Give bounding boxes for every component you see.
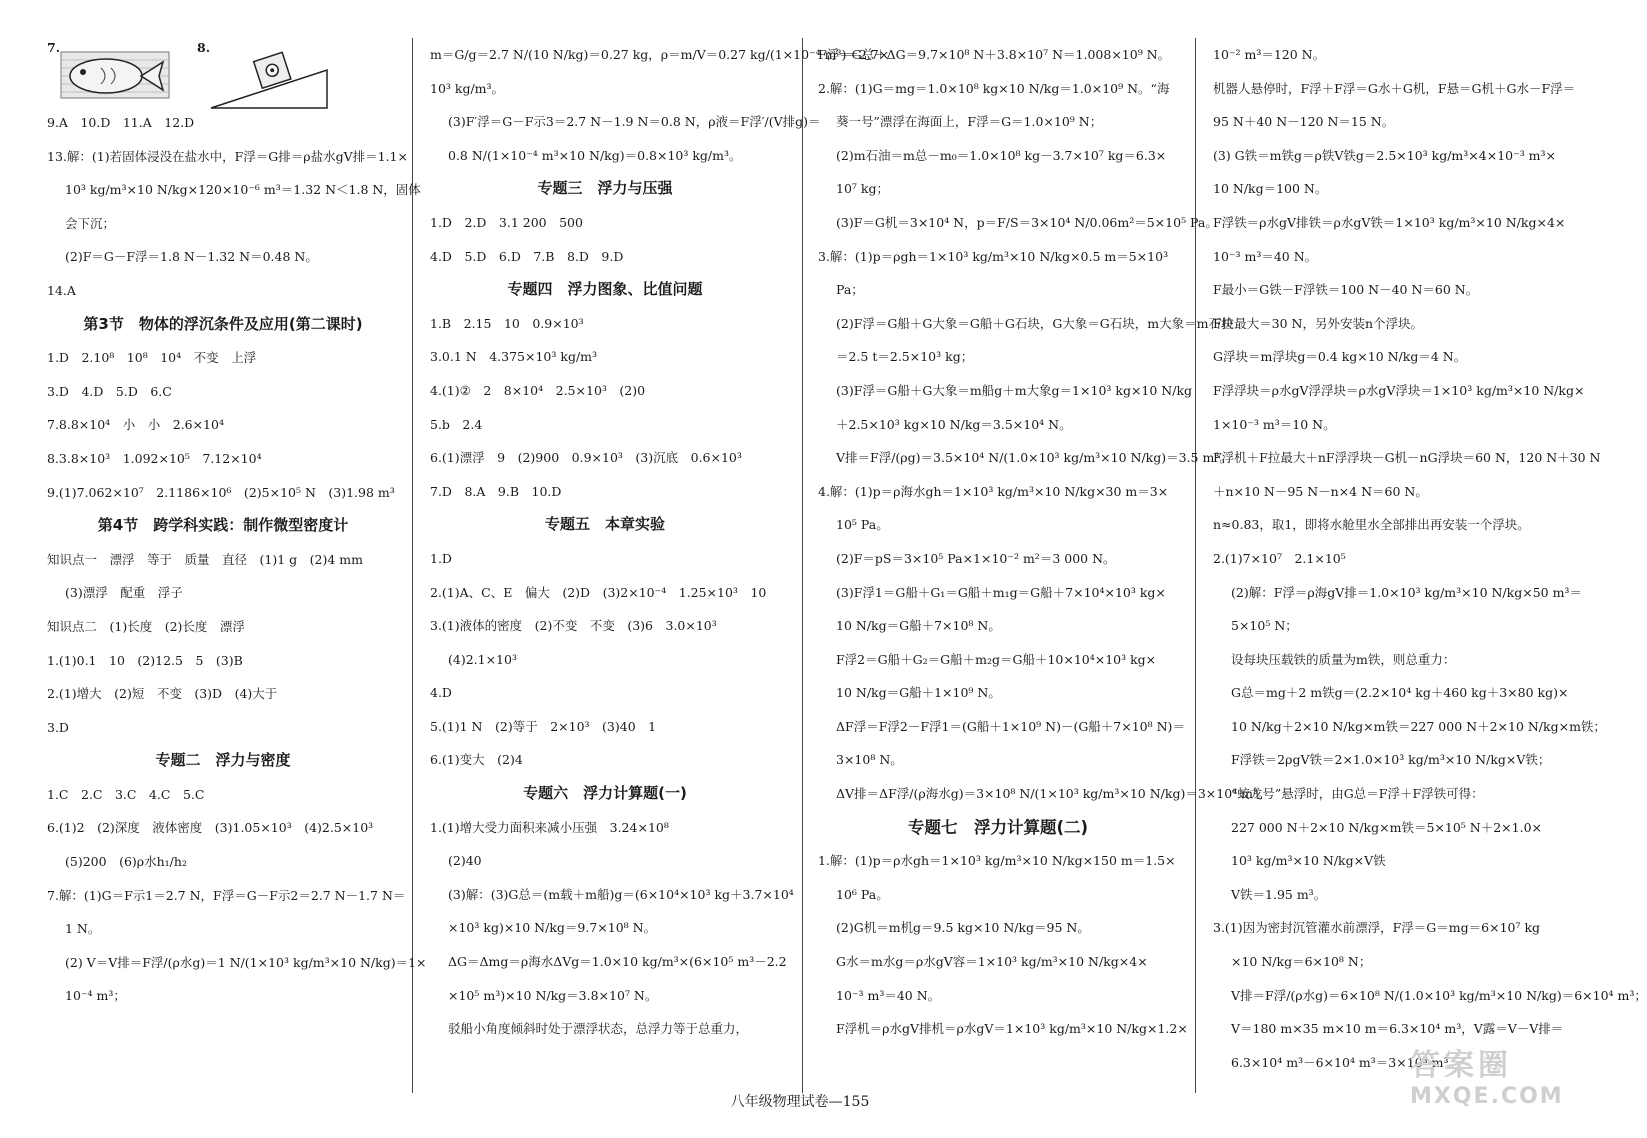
answer-line: 227 000 N＋2×10 N/kg×m铁＝5×10⁵ N＋2×1.0×: [1231, 819, 1542, 835]
incline-figure: [209, 48, 329, 112]
answer-line: 6.(1)变大 (2)4: [430, 752, 523, 768]
answer-line: (3) G铁＝m铁g＝ρ铁V铁g＝2.5×10³ kg/m³×4×10⁻³ m³×: [1213, 147, 1557, 163]
answer-line: 10⁷ kg；: [836, 181, 889, 197]
answer-line: 10³ kg/m³×10 N/kg×120×10⁻⁶ m³＝1.32 N＜1.8 N，固体: [65, 182, 421, 198]
answer-line: m＝G/g＝2.7 N/(10 N/kg)＝0.27 kg，ρ＝m/V＝0.27 kg/(1×10⁻⁴ m³)＝2.7×: [430, 47, 890, 62]
answer-line: (4)2.1×10³: [448, 651, 517, 667]
answer-line: ＋2.5×10³ kg×10 N/kg＝3.5×10⁴ N。: [836, 416, 1072, 432]
answer-line: 葵一号”漂浮在海面上，F浮＝G＝1.0×10⁹ N；: [836, 114, 1103, 130]
answer-line: 10⁻² m³＝120 N。: [1213, 47, 1326, 62]
answer-line: (2)F浮＝G船＋G大象＝G船＋G石块，G大象＝G石块，m大象＝m石块: [836, 315, 1234, 331]
answer-line: 设每块压载铁的质量为m铁，则总重力：: [1231, 651, 1456, 667]
answer-line: 知识点一 漂浮 等于 质量 直径 (1)1 g (2)4 mm: [47, 551, 363, 567]
answer-line: (3)漂浮 配重 浮子: [65, 585, 183, 601]
answer-line: 95 N＋40 N－120 N＝15 N。: [1213, 114, 1395, 130]
answer-line: G浮块＝m浮块g＝0.4 kg×10 N/kg＝4 N。: [1213, 349, 1467, 365]
section-heading: 专题六 浮力计算题(一): [523, 784, 687, 803]
answer-line: ΔV排＝ΔF浮/(ρ海水g)＝3×10⁸ N/(1×10³ kg/m³×10 N/kg)＝3×10⁴ m³。: [836, 786, 1271, 802]
answer-line: ＋n×10 N－95 N－n×4 N＝60 N。: [1213, 483, 1428, 499]
answer-line: 10³ kg/m³。: [430, 80, 505, 96]
answer-line: 2.(1)增大 (2)短 不变 (3)D (4)大于: [47, 686, 278, 702]
answer-line: G水＝m水g＝ρ水gV容＝1×10³ kg/m³×10 N/kg×4×: [836, 954, 1148, 970]
answer-line: (3)F＝G机＝3×10⁴ N，p＝F/S＝3×10⁴ N/0.06m²＝5×10⁵ Pa。: [836, 214, 1218, 230]
answer-line: F浮铁＝ρ水gV排铁＝ρ水gV铁＝1×10³ kg/m³×10 N/kg×4×: [1213, 214, 1566, 230]
answer-line: n≈0.83，取1，即将水舱里水全部排出再安装一个浮块。: [1213, 517, 1530, 533]
answer-line: ×10⁵ m³)×10 N/kg＝3.8×10⁷ N。: [448, 987, 658, 1003]
answer-line: 10⁵ Pa。: [836, 517, 889, 533]
answer-line: (5)200 (6)ρ水h₁/h₂: [65, 854, 187, 870]
answer-line: 机器人悬停时，F浮＋F浮＝G水＋G机，F悬＝G机＋G水－F浮＝: [1213, 80, 1576, 96]
answer-line: 1×10⁻³ m³＝10 N。: [1213, 416, 1336, 432]
answer-line: 10 N/kg＝G船＋1×10⁹ N。: [836, 685, 1001, 701]
section-heading: 专题四 浮力图象、比值问题: [507, 280, 703, 299]
answer-line: (2)F＝G－F浮＝1.8 N－1.32 N＝0.48 N。: [65, 249, 318, 265]
figure-label-7: 7.: [47, 40, 61, 55]
answer-line: (2)40: [448, 853, 482, 869]
answer-line: ×10³ kg)×10 N/kg＝9.7×10⁸ N。: [448, 920, 657, 936]
answer-line: 3.D: [47, 719, 69, 735]
answer-line: 7.8.8×10⁴ 小 小 2.6×10⁴: [47, 417, 224, 433]
answer-line: F拉最大＝30 N，另外安装n个浮块。: [1213, 315, 1424, 331]
answer-line: 6.3×10⁴ m³－6×10⁴ m³＝3×10³ m³。: [1231, 1054, 1461, 1070]
answer-line: (2)解：F浮＝ρ海gV排＝1.0×10³ kg/m³×10 N/kg×50 m³＝: [1231, 584, 1582, 600]
answer-line: (3)F浮1＝G船＋G₁＝G船＋m₁g＝G船＋7×10⁴×10³ kg×: [836, 584, 1166, 600]
answer-line: 3.0.1 N 4.375×10³ kg/m³: [430, 349, 598, 365]
answer-line: ΔF浮＝F浮2－F浮1＝(G船＋1×10⁹ N)－(G船＋7×10⁸ N)＝: [836, 718, 1185, 734]
answer-line: 5.(1)1 N (2)等于 2×10³ (3)40 1: [430, 718, 657, 734]
answer-line: 1 N。: [65, 921, 101, 937]
answer-line: (3)解：(3)G总＝(m载＋m船)g＝(6×10⁴×10³ kg＋3.7×10⁴: [448, 886, 794, 902]
answer-line: Pa；: [836, 282, 864, 298]
answer-line: 1.C 2.C 3.C 4.C 5.C: [47, 786, 205, 802]
page-footer: 八年级物理试卷—155: [730, 1094, 870, 1110]
answer-line: 1.解：(1)p＝ρ水gh＝1×10³ kg/m³×10 N/kg×150 m＝1.5×: [818, 853, 1176, 869]
answer-line: 7.解：(1)G＝F示1＝2.7 N，F浮＝G－F示2＝2.7 N－1.7 N＝: [47, 887, 406, 903]
column-divider: [1195, 38, 1196, 1093]
answer-line: V＝180 m×35 m×10 m＝6.3×10⁴ m³，V露＝V－V排＝: [1231, 1021, 1564, 1037]
section-heading: 第3节 物体的浮沉条件及应用(第二课时): [83, 314, 363, 333]
answer-line: 4.D: [430, 685, 452, 701]
answer-line: 7.D 8.A 9.B 10.D: [430, 483, 562, 499]
answer-line: 10⁻³ m³＝40 N。: [1213, 248, 1318, 264]
answer-line: (2)F＝pS＝3×10⁵ Pa×1×10⁻² m²＝3 000 N。: [836, 550, 1116, 566]
answer-line: 会下沉；: [65, 215, 116, 231]
answer-line: 2.(1)A、C、E 偏大 (2)D (3)2×10⁻⁴ 1.25×10³ 10: [430, 584, 767, 600]
section-heading: 专题二 浮力与密度: [155, 751, 291, 770]
answer-line: 8.3.8×10³ 1.092×10⁵ 7.12×10⁴: [47, 450, 262, 466]
answer-line: 10 N/kg＝100 N。: [1213, 181, 1328, 197]
answer-line: F最小＝G铁－F浮铁＝100 N－40 N＝60 N。: [1213, 282, 1479, 298]
watermark-logo-text: 答案圈: [1410, 1048, 1512, 1083]
answer-line: (3)F′浮＝G－F示3＝2.7 N－1.9 N＝0.8 N，ρ液＝F浮′/(V排g)＝: [448, 114, 821, 130]
answer-line: 4.解：(1)p＝ρ海水gh＝1×10³ kg/m³×10 N/kg×30 m＝3×: [818, 483, 1169, 499]
answer-line: 3.解：(1)p＝ρgh＝1×10³ kg/m³×10 N/kg×0.5 m＝5×10³: [818, 248, 1169, 264]
site-watermark: [1410, 1040, 1590, 1130]
watermark-url: MXQE.COM: [1410, 1084, 1564, 1109]
answer-line: 4.D 5.D 6.D 7.B 8.D 9.D: [430, 248, 624, 264]
answer-line: F浮机＝ρ水gV排机＝ρ水gV＝1×10³ kg/m³×10 N/kg×1.2×: [836, 1021, 1188, 1037]
answer-line: F浮浮块＝ρ水gV浮浮块＝ρ水gV浮块＝1×10³ kg/m³×10 N/kg×: [1213, 382, 1585, 398]
answer-line: V铁＝1.95 m³。: [1231, 886, 1327, 902]
answer-line: 1.D 2.10⁸ 10⁸ 10⁴ 不变 上浮: [47, 350, 257, 366]
answer-line: 14.A: [47, 282, 76, 298]
answer-line: ＝2.5 t＝2.5×10³ kg；: [836, 349, 974, 365]
fish-figure: [61, 48, 169, 100]
answer-line: F浮＝G总＋ΔG＝9.7×10⁸ N＋3.8×10⁷ N＝1.008×10⁹ N。: [818, 47, 1171, 62]
answer-column-4: [1213, 38, 1647, 1083]
answer-line: (2) V＝V排＝F浮/(ρ水g)＝1 N/(1×10³ kg/m³×10 N/kg)＝1×: [65, 954, 427, 970]
figure-label-8: 8.: [197, 40, 211, 55]
answer-line: 3.(1)因为密封沉管灌水前漂浮，F浮＝G＝mg＝6×10⁷ kg: [1213, 920, 1541, 936]
section-heading: 专题五 本章实验: [544, 515, 665, 534]
answer-line: “蛟龙号”悬浮时，由G总＝F浮＋F浮铁可得：: [1231, 786, 1484, 802]
answer-line: 1.(1)增大受力面积来减小压强 3.24×10⁸: [430, 819, 669, 835]
answer-line: 0.8 N/(1×10⁻⁴ m³×10 N/kg)＝0.8×10³ kg/m³。: [448, 147, 742, 163]
answer-line: 6.(1)2 (2)深度 液体密度 (3)1.05×10³ (4)2.5×10³: [47, 820, 374, 836]
answer-line: 2.解：(1)G＝mg＝1.0×10⁸ kg×10 N/kg＝1.0×10⁹ N。“海: [818, 80, 1170, 96]
figure-row: [47, 38, 399, 106]
answer-line: 10 N/kg＋2×10 N/kg×m铁＝227 000 N＋2×10 N/kg×m铁；: [1231, 718, 1606, 734]
answer-line: 1.D 2.D 3.1 200 500: [430, 214, 583, 230]
answer-line: 10⁶ Pa。: [836, 886, 889, 902]
answer-line: 知识点二 (1)长度 (2)长度 漂浮: [47, 618, 245, 634]
column-divider: [802, 38, 803, 1093]
answer-line: 2.(1)7×10⁷ 2.1×10⁵: [1213, 550, 1346, 566]
answer-line: 3×10⁸ N。: [836, 752, 903, 768]
answer-line: 13.解：(1)若固体浸没在盐水中，F浮＝G排＝ρ盐水gV排＝1.1×: [47, 148, 408, 164]
answer-line: V排＝F浮/(ρg)＝3.5×10⁴ N/(1.0×10³ kg/m³×10 N/kg)＝3.5 m³。: [836, 450, 1232, 466]
answer-line: 10⁻⁴ m³；: [65, 988, 126, 1004]
answer-line: 1.B 2.15 10 0.9×10³: [430, 315, 584, 331]
answer-line: 驳船小角度倾斜时处于漂浮状态，总浮力等于总重力，: [448, 1021, 749, 1037]
answer-line: 10⁻³ m³＝40 N。: [836, 987, 941, 1003]
answer-line: V排＝F浮/(ρ水g)＝6×10⁸ N/(1.0×10³ kg/m³×10 N/kg)＝6×10⁴ m³；: [1231, 987, 1647, 1003]
answer-line: F浮2＝G船＋G₂＝G船＋m₂g＝G船＋10×10⁴×10³ kg×: [836, 651, 1157, 667]
answer-line: (2)G机＝m机g＝9.5 kg×10 N/kg＝95 N。: [836, 920, 1090, 936]
answer-line: 3.D 4.D 5.D 6.C: [47, 383, 172, 399]
answer-line: 9.(1)7.062×10⁷ 2.1186×10⁶ (2)5×10⁵ N (3)1.98 m³: [47, 484, 395, 500]
answer-line: 1.D: [430, 550, 452, 566]
answer-line: 10³ kg/m³×10 N/kg×V铁: [1231, 853, 1386, 869]
answer-line: G总＝mg＋2 m铁g＝(2.2×10⁴ kg＋460 kg＋3×80 kg)×: [1231, 685, 1569, 701]
answer-line: F浮机＋F拉最大＋nF浮浮块－G机－nG浮块＝60 N，120 N＋30 N: [1213, 450, 1601, 466]
answer-line: 4.(1)② 2 8×10⁴ 2.5×10³ (2)0: [430, 382, 646, 398]
section-heading: 专题七 浮力计算题(二): [907, 817, 1089, 837]
answer-line: ×10 N/kg＝6×10⁸ N；: [1231, 954, 1372, 970]
answer-line: 3.(1)液体的密度 (2)不变 不变 (3)6 3.0×10³: [430, 618, 717, 634]
answer-line: F浮铁＝2ρgV铁＝2×1.0×10³ kg/m³×10 N/kg×V铁；: [1231, 752, 1551, 768]
answer-column-1: [47, 38, 427, 1083]
answer-line: 1.(1)0.1 10 (2)12.5 5 (3)B: [47, 652, 243, 668]
answer-line: (3)F浮＝G船＋G大象＝m船g＋m大象g＝1×10³ kg×10 N/kg: [836, 382, 1193, 398]
answer-line: 5×10⁵ N；: [1231, 618, 1298, 634]
answer-line: 6.(1)漂浮 9 (2)900 0.9×10³ (3)沉底 0.6×10³: [430, 450, 742, 466]
section-heading: 专题三 浮力与压强: [537, 179, 673, 198]
section-heading: 第4节 跨学科实践：制作微型密度计: [97, 516, 349, 535]
answer-line: 9.A 10.D 11.A 12.D: [47, 115, 195, 130]
answer-line: 5.b 2.4: [430, 416, 483, 432]
answer-line: ΔG＝Δmg＝ρ海水ΔVg＝1.0×10 kg/m³×(6×10⁵ m³－2.2: [448, 954, 787, 970]
answer-line: (2)m石油＝m总－m₀＝1.0×10⁸ kg－3.7×10⁷ kg＝6.3×: [836, 147, 1167, 163]
answer-line: 10 N/kg＝G船＋7×10⁸ N。: [836, 618, 1001, 634]
